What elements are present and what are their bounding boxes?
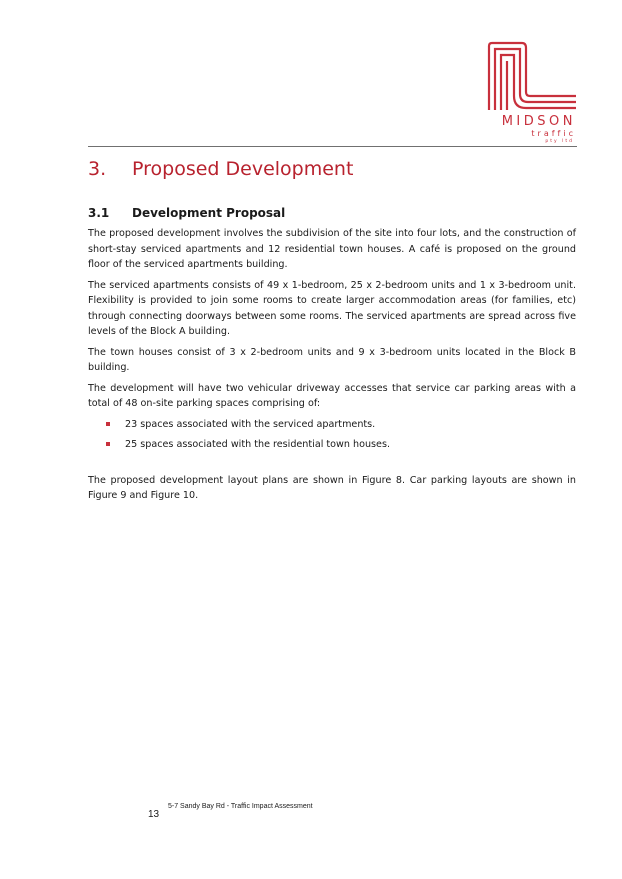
page-number: 13 — [148, 809, 160, 820]
paragraph: The serviced apartments consists of 49 x 1-bedroom, 25 x 2-bedroom units and 1 x 3-bedroom unit. Flexibility is provided to join some rooms to create larger accommodation areas (for families, etc) through connecting doorways between some rooms. The serviced apartments are spread across five levels of the Block A building. — [88, 279, 576, 337]
header-rule — [88, 146, 577, 147]
paragraph: The proposed development involves the subdivision of the site into four lots, and the construction of short-stay serviced apartments and 12 residential town houses. A café is proposed on the ground floor of the serviced apartments building. — [88, 228, 576, 270]
subsection-heading — [88, 206, 285, 220]
bullet-square-icon — [106, 442, 110, 446]
footer-text: 5-7 Sandy Bay Rd - Traffic Impact Assessment — [168, 803, 313, 810]
logo-wordmark: MIDSON — [501, 114, 576, 129]
list-item — [88, 437, 576, 453]
body-text — [88, 226, 576, 509]
midson-logo-mark — [486, 40, 578, 112]
parking-bullet-list — [88, 417, 576, 453]
paragraph: The town houses consist of 3 x 2-bedroom units and 9 x 3-bedroom units located in the Block B building. — [88, 346, 576, 373]
list-item-text: 23 spaces associated with the serviced apartments. — [125, 418, 376, 430]
subsection-number: 3.1 — [88, 206, 110, 220]
logo-tagline: traffic — [531, 129, 576, 138]
subsection-title: Development Proposal — [132, 206, 286, 220]
section-number: 3. — [88, 158, 107, 180]
company-logo — [486, 40, 578, 144]
section-heading — [88, 158, 353, 180]
list-item — [88, 417, 576, 433]
list-item-text: 25 spaces associated with the residential town houses. — [125, 439, 390, 450]
paragraph: The development will have two vehicular driveway accesses that service car parking areas with a total of 48 on-site parking spaces comprising of: — [88, 382, 576, 409]
bullet-square-icon — [106, 422, 110, 426]
logo-pty: pty ltd — [545, 139, 574, 144]
section-title: Proposed Development — [132, 158, 354, 180]
closing-paragraph: The proposed development layout plans are shown in Figure 8. Car parking layouts are shown in Figure 9 and Figure 10. — [88, 474, 576, 501]
